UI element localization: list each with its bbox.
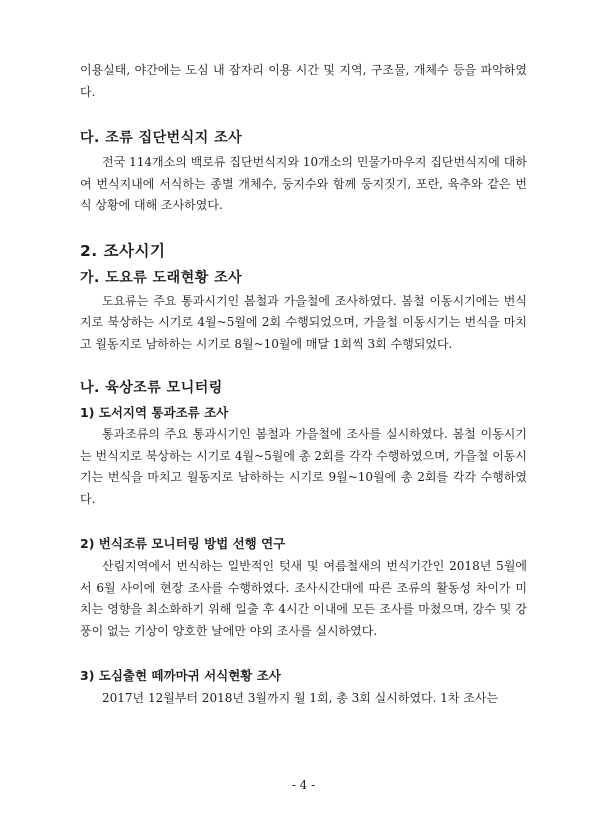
page-number: - 4 -	[291, 778, 316, 792]
heading-colony-survey: 다. 조류 집단번식지 조사	[80, 130, 243, 146]
island-migrants-paragraph: 통과조류의 주요 통과시기인 봄철과 가을철에 조사를 실시하였다. 봄철 이동시기는 번식지로 북상하는 시기로 4월~5월에 총 2회를 각각 수행하였으며, 가을철 이동시기는 번식을 마치고 월동지로 남하하는 시기로 9월~10월에 총 2회를 각각 수행하였다.	[80, 427, 527, 506]
heading-shorebird-survey: 가. 도요류 도래현황 조사	[80, 269, 243, 286]
shorebird-survey-paragraph: 도요류는 주요 통과시기인 봄철과 가을철에 조사하였다. 봄철 이동시기에는 번식지로 북상하는 시기로 4월~5월에 2회 수행되었으며, 가을철 이동시기는 번식을 마치고 월동지로 남하하는 시기로 8월~10월에 매달 1회씩 3회 수행되었다.	[80, 293, 527, 351]
heading-landbird-monitoring: 나. 육상조류 모니터링	[80, 380, 223, 396]
rook-survey-paragraph: 2017년 12월부터 2018년 3월까지 월 1회, 총 3회 실시하였다. 1차 조사는	[102, 691, 499, 705]
heading-rook-survey: 3) 도심출현 떼까마귀 서식현황 조사	[80, 668, 281, 683]
colony-survey-paragraph: 전국 114개소의 백로류 집단번식지와 10개소의 민물가마우지 집단번식지에 대하여 번식지내에 서식하는 종별 개체수, 둥지수와 함께 둥지짓기, 포란, 육추와 같은 번식 상황에 대해 조사하였다.	[80, 155, 527, 212]
heading-breeding-method: 2) 번식조류 모니터링 방법 선행 연구	[80, 536, 286, 551]
heading-island-migrants: 1) 도서지역 통과조류 조사	[80, 405, 229, 420]
intro-paragraph: 이용실태, 야간에는 도심 내 잠자리 이용 시간 및 지역, 구조물, 개체수 등을 파악하였다.	[80, 63, 527, 99]
breeding-method-paragraph: 산림지역에서 번식하는 일반적인 텃새 및 여름철새의 번식기간인 2018년 5월에서 6월 사이에 현장 조사를 수행하였다. 조사시간대에 따른 조류의 활동성 차이가 미치는 영향을 최소화하기 위해 일출 후 4시간 이내에 모든 조사를 마쳤으며, 강수 및 강풍이 없는 기상이 양호한 날에만 야외 조사를 실시하였다.	[80, 559, 527, 638]
heading-survey-period: 2. 조사시기	[80, 241, 166, 260]
page-content	[80, 60, 527, 710]
